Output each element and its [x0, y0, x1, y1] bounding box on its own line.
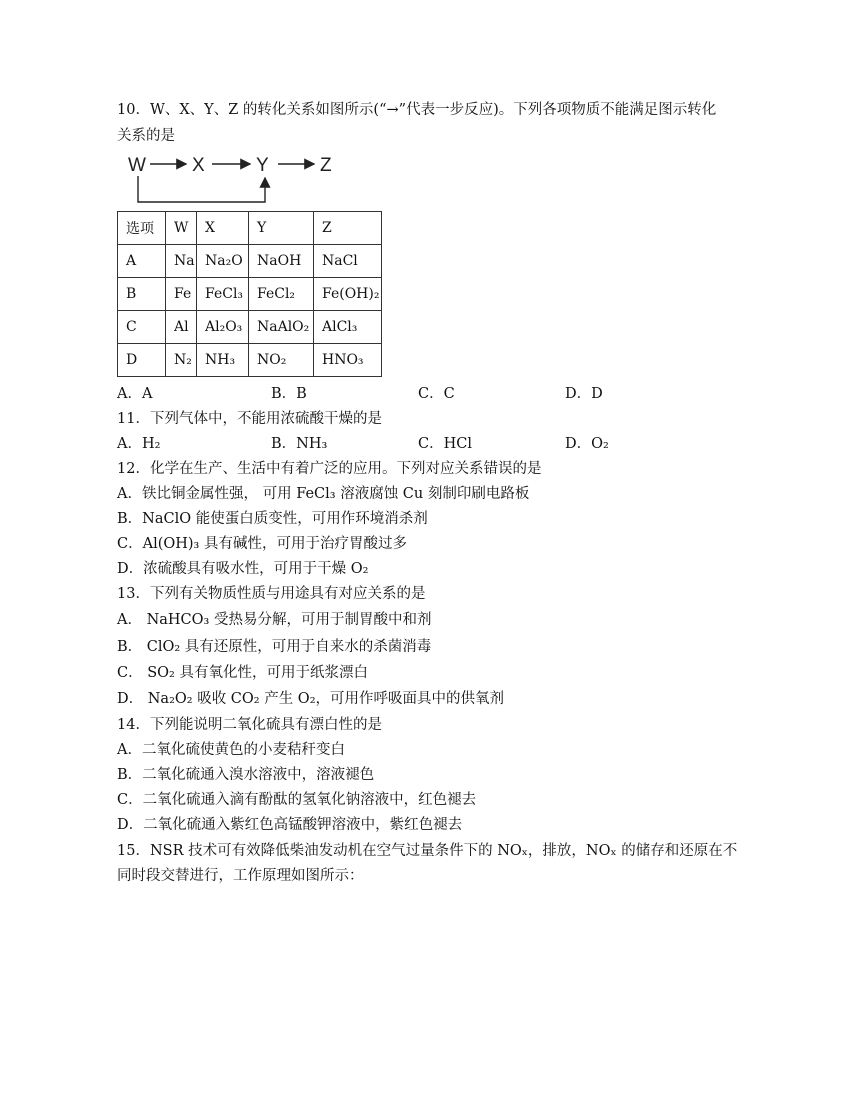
diagram-label-y: Y — [256, 155, 269, 176]
table-row — [118, 278, 382, 311]
table-row — [118, 344, 382, 377]
table-cell: C — [118, 311, 166, 344]
q13-stem: 13．下列有关物质性质与用途具有对应关系的是 — [117, 586, 426, 602]
conversion-diagram — [124, 148, 354, 208]
table-cell: NO₂ — [249, 344, 314, 377]
table-cell: Al₂O₃ — [197, 311, 249, 344]
table-cell: Na — [166, 245, 197, 278]
diagram-label-z: Z — [320, 155, 332, 176]
q14-stem: 14．下列能说明二氧化硫具有漂白性的是 — [117, 717, 382, 733]
q10-stem-line2: 关系的是 — [117, 128, 175, 144]
q10-option-b: B．B — [271, 386, 307, 402]
table-cell: A — [118, 245, 166, 278]
q11-option-a: A．H₂ — [117, 436, 161, 452]
q12-option-a: A．铁比铜金属性强， 可用 FeCl₃ 溶液腐蚀 Cu 刻制印刷电路板 — [117, 486, 530, 502]
table-cell: Na₂O — [197, 245, 249, 278]
table-cell: NH₃ — [197, 344, 249, 377]
table-header-row — [118, 212, 382, 245]
q13-option-d: D． Na₂O₂ 吸收 CO₂ 产生 O₂，可用作呼吸面具中的供氧剂 — [117, 691, 505, 707]
table-cell: Fe — [166, 278, 197, 311]
table-cell: HNO₃ — [314, 344, 382, 377]
q14-option-c: C．二氧化硫通入滴有酚酞的氢氧化钠溶液中，红色褪去 — [117, 792, 477, 808]
q14-option-b: B．二氧化硫通入溴水溶液中，溶液褪色 — [117, 767, 375, 783]
q10-option-d: D．D — [565, 386, 603, 402]
q11-option-c: C．HCl — [418, 436, 472, 452]
q13-option-a: A． NaHCO₃ 受热易分解，可用于制胃酸中和剂 — [117, 612, 432, 628]
q12-option-c: C．Al(OH)₃ 具有碱性，可用于治疗胃酸过多 — [117, 536, 407, 552]
table-cell: Fe(OH)₂ — [314, 278, 382, 311]
q13-option-c: C． SO₂ 具有氧化性，可用于纸浆漂白 — [117, 665, 368, 681]
table-row — [118, 245, 382, 278]
q10-option-a: A．A — [117, 386, 153, 402]
q10-option-c: C．C — [418, 386, 455, 402]
diagram-label-x: X — [192, 155, 205, 176]
q11-stem: 11．下列气体中，不能用浓硫酸干燥的是 — [117, 411, 382, 427]
table-header-cell: X — [197, 212, 249, 245]
table-cell: FeCl₂ — [249, 278, 314, 311]
table-header-cell: Z — [314, 212, 382, 245]
table-header-cell: W — [166, 212, 197, 245]
q10-options-table — [117, 211, 382, 377]
q11-option-d: D．O₂ — [565, 436, 609, 452]
q10-stem-line1: 10．W、X、Y、Z 的转化关系如图所示(“→”代表一步反应)。下列各项物质不能满足图示转化 — [117, 102, 717, 118]
q14-option-a: A．二氧化硫使黄色的小麦秸秆变白 — [117, 742, 345, 758]
table-cell: FeCl₃ — [197, 278, 249, 311]
table-cell: D — [118, 344, 166, 377]
table-cell: NaOH — [249, 245, 314, 278]
q12-option-d: D．浓硫酸具有吸水性，可用于干燥 O₂ — [117, 561, 369, 577]
diagram-label-w: W — [128, 155, 146, 176]
arrow-w-to-y — [138, 176, 265, 202]
table-row — [118, 311, 382, 344]
table-cell: NaAlO₂ — [249, 311, 314, 344]
q11-option-b: B．NH₃ — [271, 436, 328, 452]
q15-stem-line2: 同时段交替进行，工作原理如图所示： — [117, 868, 364, 884]
table-header-cell: 选项 — [118, 212, 166, 245]
table-cell: NaCl — [314, 245, 382, 278]
table-cell: N₂ — [166, 344, 197, 377]
table-cell: AlCl₃ — [314, 311, 382, 344]
q13-option-b: B． ClO₂ 具有还原性，可用于自来水的杀菌消毒 — [117, 639, 432, 655]
q15-stem-line1: 15．NSR 技术可有效降低柴油发动机在空气过量条件下的 NOₓ，排放，NOₓ 的储存和还原在不 — [117, 843, 738, 859]
table-cell: Al — [166, 311, 197, 344]
q12-option-b: B．NaClO 能使蛋白质变性，可用作环境消杀剂 — [117, 511, 428, 527]
table-cell: B — [118, 278, 166, 311]
q14-option-d: D．二氧化硫通入紫红色高锰酸钾溶液中，紫红色褪去 — [117, 817, 463, 833]
table-header-cell: Y — [249, 212, 314, 245]
q12-stem: 12．化学在生产、生活中有着广泛的应用。下列对应关系错误的是 — [117, 461, 542, 477]
